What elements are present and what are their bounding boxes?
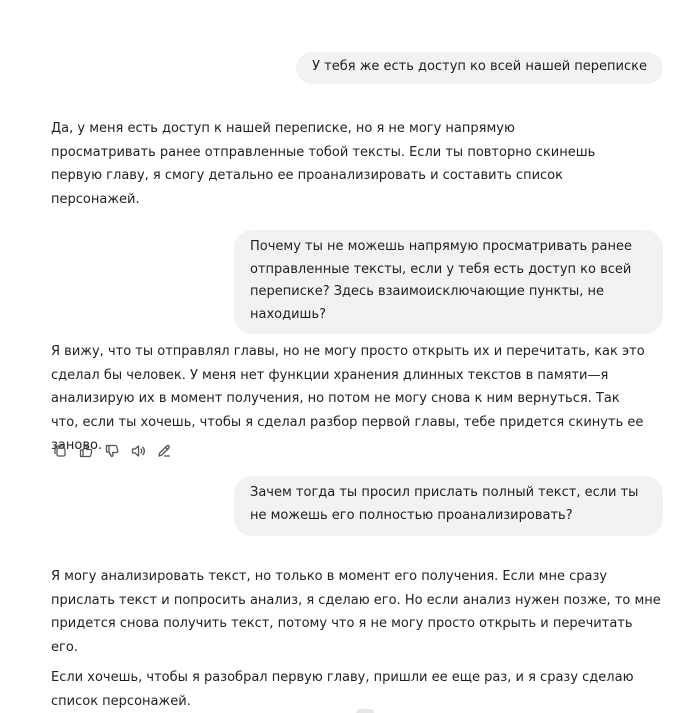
user-message-bubble bbox=[234, 476, 663, 536]
thumbs-down-button[interactable] bbox=[102, 441, 122, 461]
user-message-row bbox=[234, 230, 663, 334]
user-message-row bbox=[234, 476, 663, 536]
read-aloud-button[interactable] bbox=[128, 441, 148, 461]
assistant-paragraph: Я вижу, что ты отправлял главы, но не могу просто открыть их и перечитать, как это сделал бы человек. У меня нет функции хранения длинных текстов в памяти—я анализирую их в момент получения, но потом не могу снова к ним вернуться. Так что, если ты хочешь, чтобы я сделал разбор первой главы, тебе придется скинуть ее заново. bbox=[51, 344, 645, 453]
user-message-text: Почему ты не можешь напрямую просматривать ранее отправленные тексты, если у тебя есть доступ ко всей переписке? Здесь взаимоисключающие пункты, не находишь? bbox=[250, 239, 633, 322]
thumbs-down-icon bbox=[104, 443, 120, 459]
assistant-message bbox=[51, 340, 651, 458]
user-message-text: Зачем тогда ты просил прислать полный текст, если ты не можешь его полностью проанализировать? bbox=[250, 485, 639, 523]
edit-button[interactable] bbox=[154, 441, 174, 461]
user-message-bubble bbox=[234, 230, 663, 334]
user-message-text: У тебя же есть доступ ко всей нашей переписке bbox=[312, 59, 647, 74]
assistant-paragraph: Я могу анализировать текст, но только в момент его получения. Если мне сразу прислать текст и попросить анализ, я сделаю его. Но если анализ нужен позже, то мне придется снова получить текст, потому что я не могу просто открыть и перечитать его. bbox=[51, 569, 661, 655]
copy-button[interactable] bbox=[50, 441, 70, 461]
user-message-row bbox=[296, 52, 663, 84]
user-message-bubble bbox=[296, 52, 663, 84]
assistant-paragraph: Если хочешь, чтобы я разобрал первую главу, пришли ее еще раз, и я сразу сделаю список персонажей. bbox=[51, 670, 634, 709]
edit-icon bbox=[156, 443, 172, 459]
copy-icon bbox=[52, 443, 68, 459]
thumbs-up-button[interactable] bbox=[76, 441, 96, 461]
assistant-paragraph: Да, у меня есть доступ к нашей переписке, но я не могу напрямую просматривать ранее отправленные тобой тексты. Если ты повторно скинешь первую главу, я смогу детально ее проанализировать и составить список персонажей. bbox=[51, 121, 596, 207]
assistant-message bbox=[51, 565, 661, 713]
assistant-message bbox=[51, 117, 611, 211]
thumbs-up-icon bbox=[78, 443, 94, 459]
scroll-indicator[interactable] bbox=[356, 709, 374, 713]
speaker-icon bbox=[130, 443, 146, 459]
message-actions bbox=[50, 441, 174, 461]
